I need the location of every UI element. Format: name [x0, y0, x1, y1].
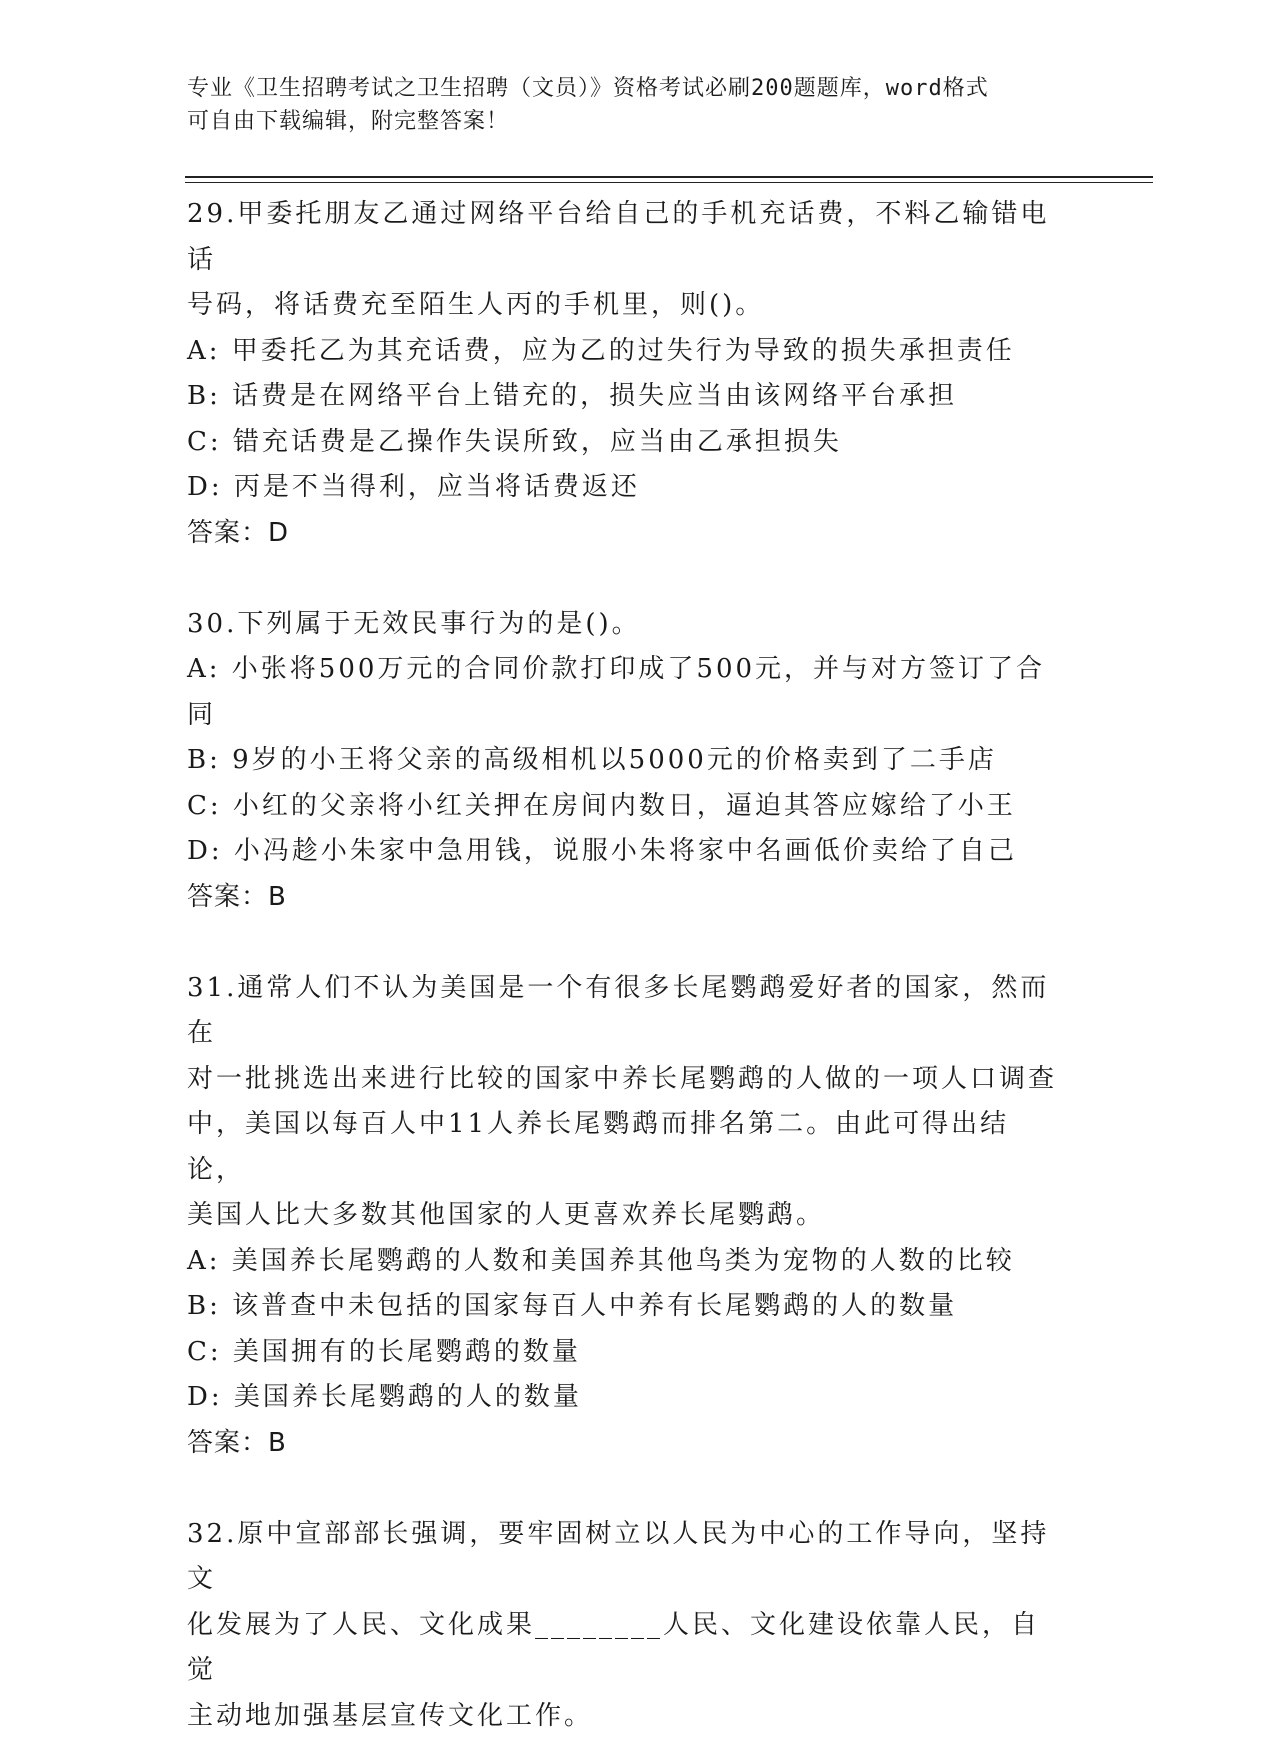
header-rule-thick [185, 176, 1153, 178]
question-stem: 31.通常人们不认为美国是一个有很多长尾鹦鹉爱好者的国家，然而在 [187, 966, 1067, 1057]
question-spacer [187, 556, 1067, 602]
answer-label: 答案：B [187, 1421, 1067, 1467]
question-29 [187, 192, 1067, 556]
header-line-2: 可自由下载编辑，附完整答案！ [187, 105, 1067, 138]
option-a: A: 小张将500万元的合同价款打印成了500元，并与对方签订了合同 [187, 647, 1067, 738]
question-spacer [187, 1466, 1067, 1512]
document-header [187, 72, 1067, 138]
question-stem: 29.甲委托朋友乙通过网络平台给自己的手机充话费，不料乙输错电话 [187, 192, 1067, 283]
question-stem: 主动地加强基层宣传文化工作。 [187, 1694, 1067, 1739]
option-d: D: 美国养长尾鹦鹉的人的数量 [187, 1375, 1067, 1421]
question-stem: 30.下列属于无效民事行为的是()。 [187, 602, 1067, 648]
option-c: C: 错充话费是乙操作失误所致，应当由乙承担损失 [187, 420, 1067, 466]
question-stem: 化发展为了人民、文化成果________人民、文化建设依靠人民，自觉 [187, 1603, 1067, 1694]
question-32 [187, 1512, 1067, 1739]
option-b: B: 话费是在网络平台上错充的，损失应当由该网络平台承担 [187, 374, 1067, 420]
question-stem: 对一批挑选出来进行比较的国家中养长尾鹦鹉的人做的一项人口调查 [187, 1057, 1067, 1103]
question-stem: 号码，将话费充至陌生人丙的手机里，则()。 [187, 283, 1067, 329]
answer-label: 答案：D [187, 511, 1067, 557]
answer-label: 答案：B [187, 875, 1067, 921]
option-c: C: 小红的父亲将小红关押在房间内数日，逼迫其答应嫁给了小王 [187, 784, 1067, 830]
header-rule-thin [185, 182, 1153, 183]
question-stem: 32.原中宣部部长强调，要牢固树立以人民为中心的工作导向，坚持文 [187, 1512, 1067, 1603]
option-a: A: 甲委托乙为其充话费，应为乙的过失行为导致的损失承担责任 [187, 329, 1067, 375]
option-b: B: 该普查中未包括的国家每百人中养有长尾鹦鹉的人的数量 [187, 1284, 1067, 1330]
question-stem: 美国人比大多数其他国家的人更喜欢养长尾鹦鹉。 [187, 1193, 1067, 1239]
question-list [187, 192, 1067, 1739]
question-spacer [187, 920, 1067, 966]
option-d: D: 丙是不当得利，应当将话费返还 [187, 465, 1067, 511]
question-30 [187, 602, 1067, 921]
option-c: C: 美国拥有的长尾鹦鹉的数量 [187, 1330, 1067, 1376]
option-d: D: 小冯趁小朱家中急用钱，说服小朱将家中名画低价卖给了自己 [187, 829, 1067, 875]
header-line-1: 专业《卫生招聘考试之卫生招聘（文员）》资格考试必刷200题题库，word格式 [187, 72, 1067, 105]
option-b: B: 9岁的小王将父亲的高级相机以5000元的价格卖到了二手店 [187, 738, 1067, 784]
question-31 [187, 966, 1067, 1467]
option-a: A: 美国养长尾鹦鹉的人数和美国养其他鸟类为宠物的人数的比较 [187, 1239, 1067, 1285]
question-stem: 中，美国以每百人中11人养长尾鹦鹉而排名第二。由此可得出结论， [187, 1102, 1067, 1193]
